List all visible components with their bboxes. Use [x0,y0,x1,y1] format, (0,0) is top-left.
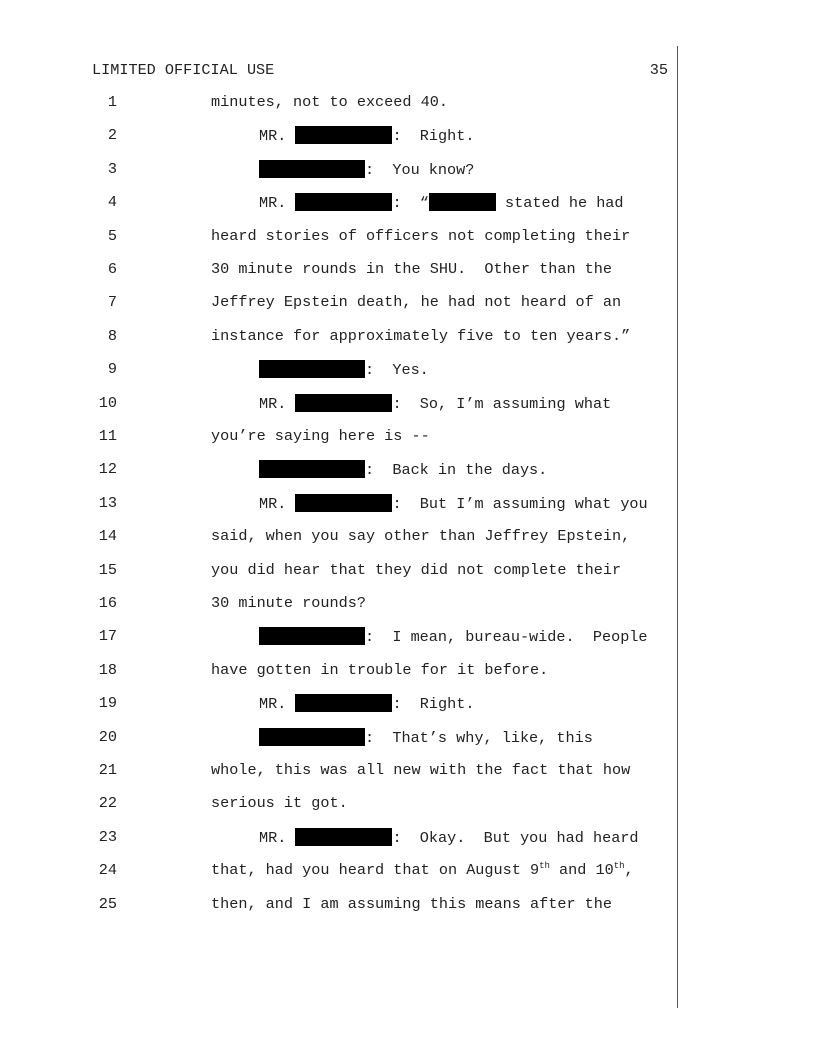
redaction-block [295,828,392,846]
transcript-line [0,293,816,315]
line-number: 6 [107,260,117,278]
line-number: 18 [98,660,117,679]
line-text [211,895,612,913]
line-text [211,861,634,879]
text-segment: : Back in the days. [365,461,548,480]
text-segment: : But I’m assuming what you [392,494,648,513]
transcript-line [0,394,816,416]
redaction-block [295,494,392,512]
line-text [211,327,630,345]
text-segment: have gotten in trouble for it before. [211,660,549,679]
text-segment: : Okay. But you had heard [392,828,639,847]
superscript-text: th [539,861,550,872]
text-segment: : That’s why, like, this [365,728,593,747]
text-segment: MR. [259,194,296,213]
line-number: 9 [107,360,117,379]
line-number: 7 [107,293,117,312]
line-number: 22 [98,794,117,813]
redaction-block [259,460,365,478]
line-number: 12 [98,460,117,479]
line-text [211,761,630,779]
line-text [211,227,630,245]
text-segment: MR. [259,127,296,146]
redaction-block [259,728,365,746]
line-text [259,828,639,847]
redaction-block [295,694,392,712]
transcript-line [0,260,816,282]
line-text [259,494,648,513]
redaction-block [295,126,392,144]
redaction-block [259,627,365,645]
transcript-line [0,126,816,148]
transcript-line [0,828,816,850]
line-number: 19 [98,694,117,713]
transcript-line [0,594,816,616]
line-text [259,728,593,747]
transcript-line [0,694,816,716]
line-number: 1 [107,93,117,111]
line-number: 5 [107,226,117,245]
line-text [211,93,448,111]
superscript-text: th [613,861,625,872]
line-number: 20 [98,727,117,746]
transcript-line [0,527,816,549]
text-segment: : Yes. [365,361,429,380]
transcript-line [0,327,816,349]
redaction-block [295,193,392,211]
transcript-line [0,627,816,649]
line-text [211,661,548,679]
redaction-block [259,360,365,378]
text-segment: instance for approximately five to ten years.” [211,326,631,345]
text-segment: : So, I’m assuming what [392,394,612,413]
text-segment: : Right. [392,127,475,146]
text-segment: whole, this was all new with the fact that how [211,761,631,779]
text-segment: heard stories of officers not completing their [211,226,631,245]
text-segment: that, had you heard that on August 9 [211,861,540,880]
header-classification: LIMITED OFFICIAL USE [92,61,275,79]
transcript-line [0,427,816,449]
text-segment: : Right. [392,695,475,714]
transcript-line [0,193,816,215]
line-text [259,360,429,379]
text-segment: 30 minute rounds? [211,594,366,612]
redaction-block [259,160,365,178]
line-text [211,527,630,545]
line-text [211,293,621,311]
line-number: 21 [98,761,117,779]
text-segment: Jeffrey Epstein death, he had not heard of an [211,293,622,312]
transcript-line [0,360,816,382]
text-segment: you did hear that they did not complete their [211,560,622,579]
text-segment: : “ [392,194,429,213]
line-text [259,627,648,646]
line-number: 14 [98,527,117,546]
line-text [211,260,612,278]
text-segment: : I mean, bureau-wide. People [365,628,648,647]
line-text [259,126,475,145]
line-number: 17 [98,627,117,646]
line-number: 25 [98,894,117,913]
text-segment: 30 minute rounds in the SHU. Other than the [211,260,613,278]
redaction-block [429,193,496,211]
transcript-line [0,761,816,783]
line-text [259,460,547,479]
transcript-line [0,728,816,750]
transcript-line [0,160,816,182]
transcript-line [0,895,816,917]
text-segment: serious it got. [211,794,348,813]
line-number: 2 [107,126,117,145]
page-number: 35 [649,61,668,79]
text-segment: , [624,861,634,880]
text-segment: MR. [259,394,296,413]
text-segment: MR. [259,828,296,847]
line-text [211,594,366,612]
line-text [211,427,430,445]
line-text [259,193,624,212]
line-number: 4 [107,193,117,212]
redaction-block [295,394,392,412]
line-text [259,160,474,179]
line-number: 11 [98,427,117,445]
line-text [259,694,475,713]
line-number: 15 [98,560,117,579]
text-segment: then, and I am assuming this means after the [211,894,613,913]
line-text [211,561,621,579]
transcript-line [0,794,816,816]
line-number: 16 [98,594,117,612]
line-text [211,794,348,812]
text-segment: MR. [259,494,296,513]
line-number: 8 [107,326,117,345]
transcript-line [0,861,816,883]
line-number: 24 [98,861,117,880]
transcript-line [0,661,816,683]
text-segment: stated he had [495,194,624,213]
text-segment: said, when you say other than Jeffrey Epstein, [211,527,631,546]
text-segment: : You know? [365,160,475,179]
text-segment: you’re saying here is -- [211,427,430,445]
transcript-line [0,93,816,115]
transcript-line [0,494,816,516]
line-number: 13 [98,493,117,512]
line-number: 3 [107,159,117,178]
line-number: 10 [98,393,117,412]
transcript-line [0,460,816,482]
text-segment: minutes, not to exceed 40. [211,93,448,111]
text-segment: and 10 [549,861,614,880]
transcript-line [0,561,816,583]
text-segment: MR. [259,695,296,714]
line-text [259,394,611,413]
line-number: 23 [98,827,117,846]
transcript-line [0,227,816,249]
